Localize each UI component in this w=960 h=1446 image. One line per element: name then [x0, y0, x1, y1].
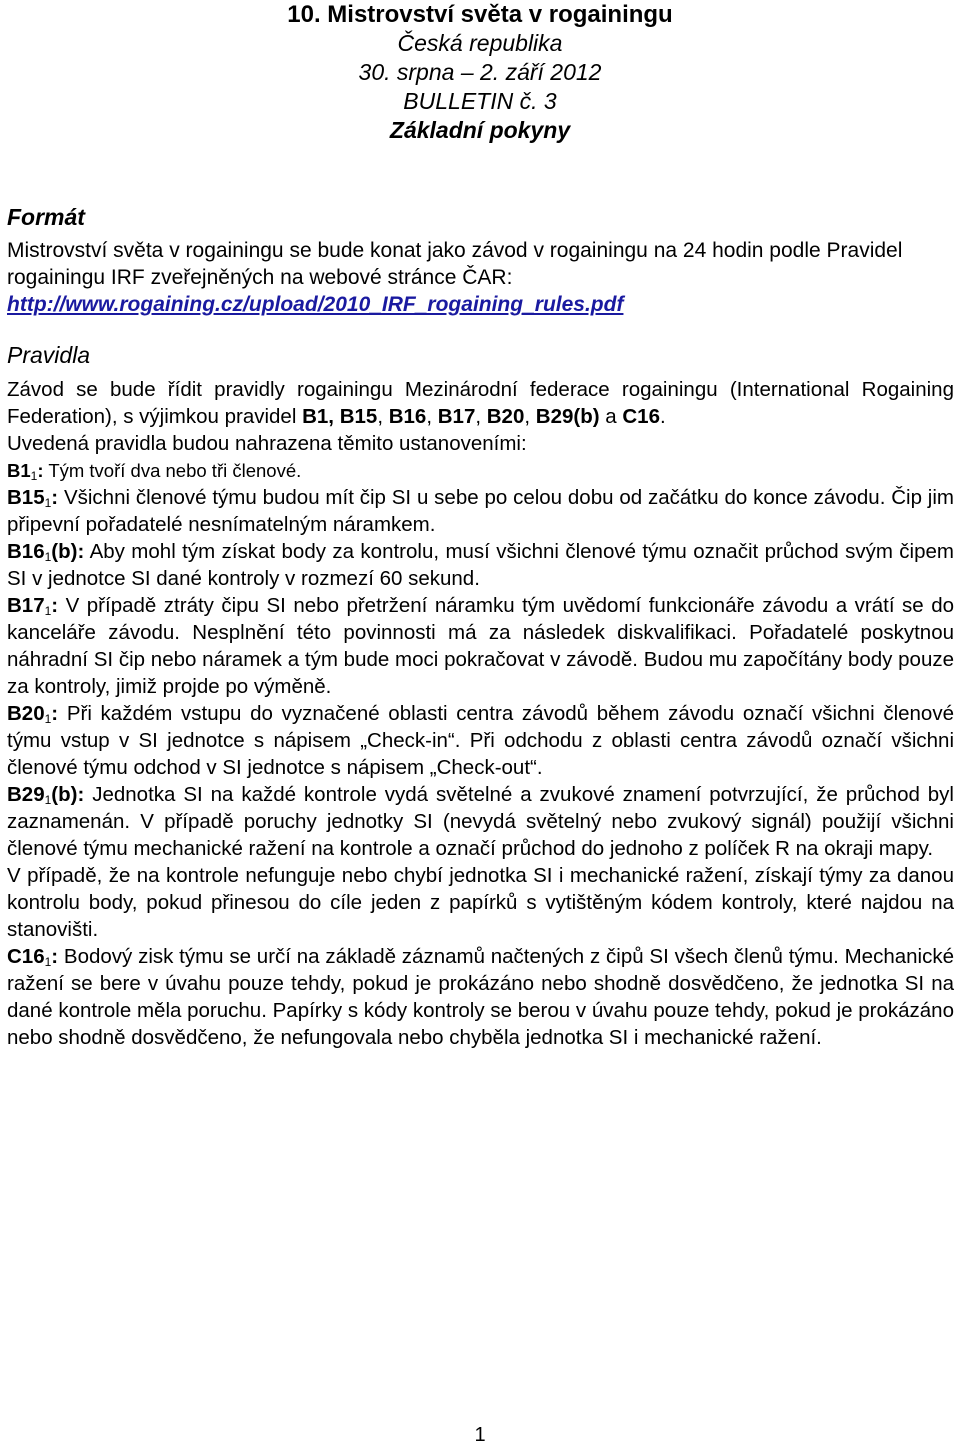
rule-b15: $B15_1$: Všichni členové týmu budou mít čip SI u sebe po celou dobu od začátku do konce závodu. Čip jim připevní pořadatelé nesnímatelným náramkem. [7, 486, 954, 536]
document-title: 10. Mistrovství světa v rogainingu [287, 1, 673, 28]
rules-replaced-note: Uvedená pravidla budou nahrazena těmito ustanoveními: [7, 432, 527, 455]
country-line: Česká republika [397, 30, 563, 56]
page-number: 1 [474, 1424, 486, 1446]
rules-link[interactable]: http://www.rogaining.cz/upload/2010_IRF_rogaining_rules.pdf [7, 293, 624, 316]
dates-line: 30. srpna – 2. září 2012 [358, 59, 602, 85]
bulletin-line: BULLETIN č. 3 [403, 88, 557, 114]
rule-b1: $B1_1$: Tým tvoří dva nebo tři členové. [7, 460, 302, 483]
rule-b16: $B16_1(b)$: Aby mohl tým získat body za kontrolu, musí všichni členové týmu označit průchod svým čipem SI v jednotce SI dané kontroly v rozmezí 60 sekund. [7, 540, 954, 590]
rule-b17: $B17_1$: V případě ztráty čipu SI nebo přetržení náramku tým uvědomí funkcionáře závodu a vrátí se do kanceláře závodu. Nesplnění této povinnosti má za následek diskvalifikaci. Pořadatelé poskytnou náhradní SI čip nebo náramek a tým bude moci pokračovat v závodě. Budou mu započítány body pouze za kontroly, jimiž projde po výměně. [7, 594, 954, 698]
rule-b20: $B20_1$: Při každém vstupu do vyznačené oblasti centra závodů během závodu označí všichni členové týmu vstup v SI jednotce s nápisem „Check-in“. Při odchodu z oblasti centra závodů označí všichni členové týmu odchod v SI jednotce s nápisem „Check-out“. [7, 702, 954, 779]
rule-b29-extra: V případě, že na kontrole nefunguje nebo chybí jednotka SI i mechanické ražení, získají týmy za danou kontrolu body, pokud přinesou do cíle jeden z papírků s vytištěným kódem kontroly, které najdou na stanovišti. [7, 864, 954, 941]
format-paragraph [7, 237, 954, 318]
rule-b29: $B29_1(b)$: Jednotka SI na každé kontrole vydá světelné a zvukové znamení potvrzující, že průchod byl zaznamenán. V případě poruchy jednotky SI (nevydá světelný nebo zvukový signál) použijí všichni členové týmu mechanické ražení na kontrole a označí průchod do jednoho z políček R na okraji mapy. [7, 783, 954, 860]
rules-intro: Závod se bude řídit pravidly rogainingu Mezinárodní federace rogainingu (International Rogaining Federation), s výjimkou pravidel B1, B15, B16, B17, B20, B29(b) a C16. [7, 378, 954, 428]
format-heading: Formát [7, 204, 85, 230]
format-text: Mistrovství světa v rogainingu se bude konat jako závod v rogainingu na 24 hodin podle Pravidel rogainingu IRF zveřejněných na webové stránce ČAR: [7, 239, 903, 289]
rules-section [7, 376, 954, 1051]
document-header [0, 0, 960, 145]
rule-c16: $C16_1$: Bodový zisk týmu se určí na základě záznamů načtených z čipů SI všech členů týmu. Mechanické ražení se bere v úvahu pouze tehdy, pokud je prokázáno nebo shodně dosvědčeno, že jednotka SI na dané kontrole měla poruchu. Papírky s kódy kontroly se berou v úvahu pouze tehdy, pokud je prokázáno nebo shodně dosvědčeno, že nefungovala nebo chyběla jednotka SI i mechanické ražení. [7, 945, 954, 1049]
document-subtitle: Základní pokyny [389, 117, 571, 143]
rules-heading: Pravidla [7, 342, 91, 368]
